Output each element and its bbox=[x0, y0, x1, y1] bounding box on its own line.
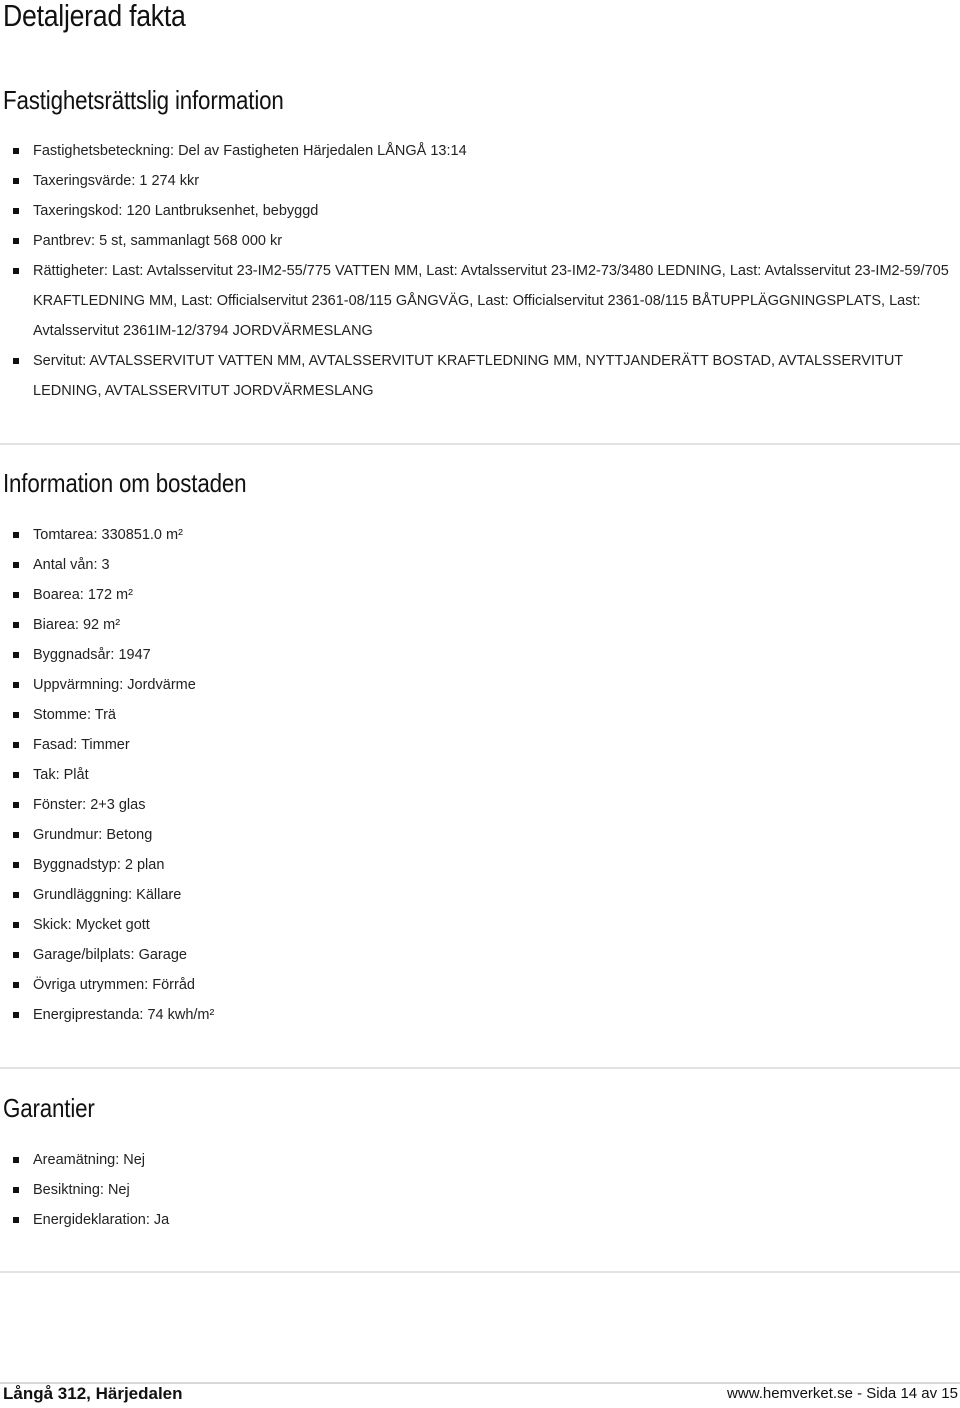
list-item: Byggnadstyp: 2 plan bbox=[0, 850, 950, 880]
section-divider bbox=[0, 443, 960, 445]
housing-facts-list bbox=[0, 520, 950, 1030]
footer-site-page: www.hemverket.se - Sida 14 av 15 bbox=[727, 1385, 958, 1402]
list-item: Taxeringskod: 120 Lantbruksenhet, bebyggd bbox=[0, 196, 950, 226]
list-item: Besiktning: Nej bbox=[0, 1175, 950, 1205]
list-item: Grundmur: Betong bbox=[0, 820, 950, 850]
guarantees-facts-list bbox=[0, 1145, 950, 1235]
list-item: Uppvärmning: Jordvärme bbox=[0, 670, 950, 700]
list-item: Servitut: AVTALSSERVITUT VATTEN MM, AVTALSSERVITUT KRAFTLEDNING MM, NYTTJANDERÄTT BOSTAD, AVTALSSERVITUT LEDNING, AVTALSSERVITUT JORDVÄRMESLANG bbox=[0, 346, 950, 406]
list-item: Antal vån: 3 bbox=[0, 550, 950, 580]
list-item: Biarea: 92 m² bbox=[0, 610, 950, 640]
list-item: Fönster: 2+3 glas bbox=[0, 790, 950, 820]
list-item: Tak: Plåt bbox=[0, 760, 950, 790]
list-item: Skick: Mycket gott bbox=[0, 910, 950, 940]
section-divider bbox=[0, 1067, 960, 1069]
list-item: Energideklaration: Ja bbox=[0, 1205, 950, 1235]
list-item: Övriga utrymmen: Förråd bbox=[0, 970, 950, 1000]
list-item: Tomtarea: 330851.0 m² bbox=[0, 520, 950, 550]
page-title: Detaljerad fakta bbox=[3, 0, 186, 33]
section-title-legal: Fastighetsrättslig information bbox=[3, 85, 284, 115]
list-item: Boarea: 172 m² bbox=[0, 580, 950, 610]
section-title-guarantees: Garantier bbox=[3, 1093, 95, 1123]
list-item: Grundläggning: Källare bbox=[0, 880, 950, 910]
legal-facts-list bbox=[0, 136, 950, 406]
list-item: Garage/bilplats: Garage bbox=[0, 940, 950, 970]
section-title-housing: Information om bostaden bbox=[3, 468, 247, 498]
list-item: Fasad: Timmer bbox=[0, 730, 950, 760]
list-item: Byggnadsår: 1947 bbox=[0, 640, 950, 670]
list-item: Taxeringsvärde: 1 274 kkr bbox=[0, 166, 950, 196]
list-item: Energiprestanda: 74 kwh/m² bbox=[0, 1000, 950, 1030]
list-item: Pantbrev: 5 st, sammanlagt 568 000 kr bbox=[0, 226, 950, 256]
list-item: Stomme: Trä bbox=[0, 700, 950, 730]
list-item: Areamätning: Nej bbox=[0, 1145, 950, 1175]
footer-property-name: Långå 312, Härjedalen bbox=[3, 1384, 183, 1403]
list-item: Rättigheter: Last: Avtalsservitut 23-IM2-55/775 VATTEN MM, Last: Avtalsservitut 23-IM2-73/3480 LEDNING, Last: Avtalsservitut 23-IM2-59/705 KRAFTLEDNING MM, Last: Officialservitut 2361-08/115 GÅNGVÄG, Last: Officialservitut 2361-08/115 BÅTUPPLÄGGNINGSPLATS, Last: Avtalsservitut 2361IM-12/3794 JORDVÄRMESLANG bbox=[0, 256, 950, 346]
section-divider bbox=[0, 1271, 960, 1273]
list-item: Fastighetsbeteckning: Del av Fastigheten Härjedalen LÅNGÅ 13:14 bbox=[0, 136, 950, 166]
